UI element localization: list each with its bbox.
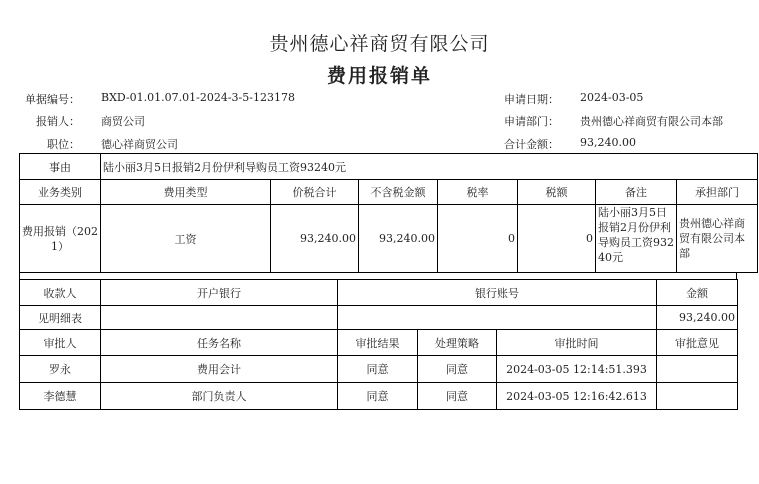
total-label: 合计金额： bbox=[504, 138, 559, 151]
payee-header: 收款人 bbox=[20, 280, 101, 306]
col-tax-amount-header: 税额 bbox=[518, 180, 596, 205]
bank-value bbox=[101, 306, 338, 330]
doc-no-label: 单据编号： bbox=[25, 93, 80, 106]
approval-opinion bbox=[657, 356, 738, 383]
col-total-header: 价税合计 bbox=[271, 180, 359, 205]
expense-tax-amount: 0 bbox=[518, 205, 596, 273]
approval-row bbox=[20, 356, 738, 383]
col-category-header: 业务类别 bbox=[20, 180, 101, 205]
expense-remark: 陆小丽3月5日报销2月份伊利导购员工资93240元 bbox=[596, 205, 677, 273]
apply-date-value: 2024-03-05 bbox=[580, 91, 644, 104]
approval-result: 同意 bbox=[338, 356, 418, 383]
apply-date-label: 申请日期： bbox=[504, 93, 559, 106]
col-tax-rate-header: 税率 bbox=[438, 180, 518, 205]
reimburser-value: 商贸公司 bbox=[101, 115, 145, 128]
expense-header-row bbox=[20, 180, 758, 205]
col-bearing-dept-header: 承担部门 bbox=[677, 180, 758, 205]
account-value bbox=[338, 306, 657, 330]
reason-row bbox=[20, 154, 758, 180]
expense-row bbox=[20, 205, 758, 273]
time-header: 审批时间 bbox=[497, 330, 657, 356]
approval-result: 同意 bbox=[338, 383, 418, 410]
expense-category: 费用报销（2021） bbox=[20, 205, 101, 273]
col-ex-tax-header: 不含税金额 bbox=[359, 180, 438, 205]
approval-row bbox=[20, 383, 738, 410]
position-value: 德心祥商贸公司 bbox=[101, 138, 178, 151]
amount-value: 93,240.00 bbox=[657, 306, 738, 330]
account-header: 银行账号 bbox=[338, 280, 657, 306]
dept-value: 贵州德心祥商贸有限公司本部 bbox=[580, 115, 723, 128]
reimburser-label: 报销人： bbox=[36, 115, 80, 128]
bank-header: 开户银行 bbox=[101, 280, 338, 306]
payee-header-row bbox=[20, 280, 738, 306]
amount-header: 金额 bbox=[657, 280, 738, 306]
company-name: 贵州德心祥商贸有限公司 bbox=[269, 33, 490, 55]
dept-label: 申请部门： bbox=[504, 115, 559, 128]
expense-ex-tax: 93,240.00 bbox=[359, 205, 438, 273]
approver: 李德慧 bbox=[20, 383, 101, 410]
approval-opinion bbox=[657, 383, 738, 410]
expense-table bbox=[19, 153, 758, 273]
opinion-header: 审批意见 bbox=[657, 330, 738, 356]
reason-text: 陆小丽3月5日报销2月份伊利导购员工资93240元 bbox=[101, 154, 758, 180]
approver: 罗永 bbox=[20, 356, 101, 383]
task-name: 费用会计 bbox=[101, 356, 338, 383]
col-type-header: 费用类型 bbox=[101, 180, 271, 205]
expense-bearing-dept: 贵州德心祥商贸有限公司本部 bbox=[677, 205, 758, 273]
reason-label: 事由 bbox=[20, 154, 101, 180]
col-remark-header: 备注 bbox=[596, 180, 677, 205]
approval-strategy: 同意 bbox=[418, 356, 497, 383]
payee-value: 见明细表 bbox=[20, 306, 101, 330]
approver-header: 审批人 bbox=[20, 330, 101, 356]
result-header: 审批结果 bbox=[338, 330, 418, 356]
expense-type: 工资 bbox=[101, 205, 271, 273]
approval-time: 2024-03-05 12:14:51.393 bbox=[497, 356, 657, 383]
document-title: 费用报销单 bbox=[326, 65, 432, 87]
position-label: 职位： bbox=[47, 138, 80, 151]
task-header: 任务名称 bbox=[101, 330, 338, 356]
expense-total: 93,240.00 bbox=[271, 205, 359, 273]
task-name: 部门负责人 bbox=[101, 383, 338, 410]
payee-approval-table bbox=[19, 279, 738, 410]
expense-tax-rate: 0 bbox=[438, 205, 518, 273]
strategy-header: 处理策略 bbox=[418, 330, 497, 356]
doc-no-value: BXD-01.01.07.01-2024-3-5-123178 bbox=[101, 91, 295, 104]
approval-header-row bbox=[20, 330, 738, 356]
approval-time: 2024-03-05 12:16:42.613 bbox=[497, 383, 657, 410]
payee-row bbox=[20, 306, 738, 330]
approval-strategy: 同意 bbox=[418, 383, 497, 410]
total-value: 93,240.00 bbox=[580, 136, 636, 149]
